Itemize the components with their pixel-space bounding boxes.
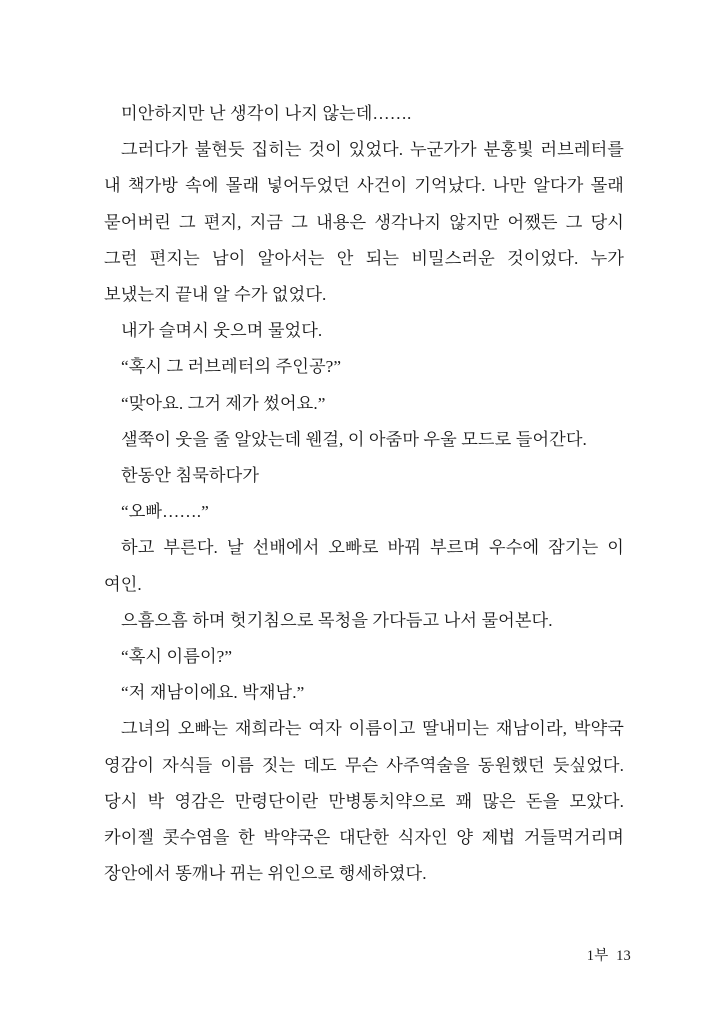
- paragraph: “혹시 이름이?”: [121, 647, 233, 667]
- paragraph: 그녀의 오빠는 재희라는 여자 이름이고 딸내미는 재남이라, 박약국 영감이 자식들 이름 짓는 데도 무슨 사주역술을 동원했던 듯싶었다. 당시 박 영감은 만령단이란 만병통치약으로 꽤 많은 돈을 모았다. 카이젤 콧수염을 한 박약국은 대단한 식자인 양 제법 거들먹거리며 장안에서 똥깨나 뀌는 위인으로 행세하였다.: [104, 719, 624, 884]
- body-text-block: [104, 96, 624, 892]
- paragraph: “저 재남이에요. 박재남.”: [121, 683, 305, 703]
- paragraph: “오빠…….”: [121, 502, 209, 522]
- paragraph: 내가 슬며시 웃으며 물었다.: [121, 321, 323, 341]
- paragraph: “혹시 그 러브레터의 주인공?”: [121, 357, 342, 377]
- paragraph: 하고 부른다. 날 선배에서 오빠로 바꿔 부르며 우수에 잠기는 이 여인.: [104, 538, 624, 594]
- paragraph: 샐쭉이 웃을 줄 알았는데 웬걸, 이 아줌마 우울 모드로 들어간다.: [121, 429, 587, 449]
- paragraph: “맞아요. 그거 제가 썼어요.”: [121, 393, 326, 413]
- paragraph: 미안하지만 난 생각이 나지 않는데…….: [121, 104, 412, 123]
- paragraph: 으흠으흠 하며 헛기침으로 목청을 가다듬고 나서 물어본다.: [121, 610, 553, 630]
- paragraph: 한동안 침묵하다가: [121, 466, 260, 486]
- page-footer: 1부 13: [586, 948, 631, 964]
- paragraph: 그러다가 불현듯 집히는 것이 있었다. 누군가가 분홍빛 러브레터를 내 책가방 속에 몰래 넣어두었던 사건이 기억났다. 나만 알다가 몰래 묻어버린 그 편지, 지금 그 내용은 생각나지 않지만 어쨌든 그 당시 그런 편지는 남이 알아서는 안 되는 비밀스러운 것이었다. 누가 보냈는지 끝내 알 수가 없었다.: [104, 140, 624, 305]
